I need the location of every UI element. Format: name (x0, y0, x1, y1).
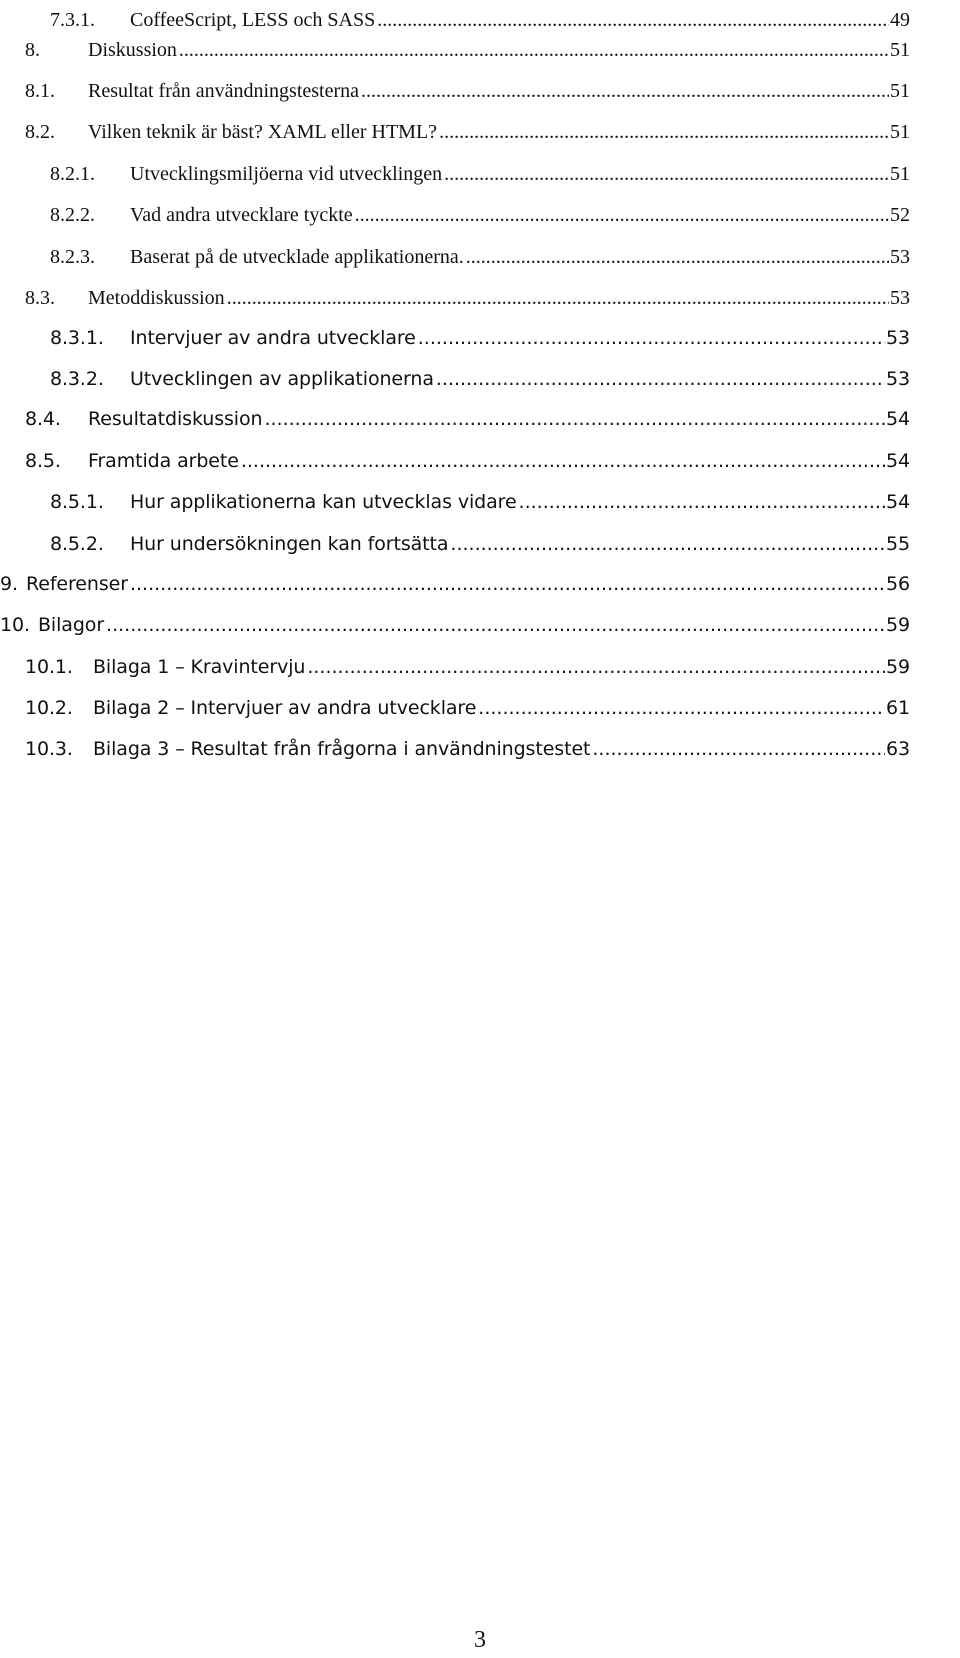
toc-entry-number: 8.1. (25, 80, 55, 102)
toc-entry-number: 10. (0, 614, 30, 636)
toc-entry-title: Metoddiskussion (88, 287, 225, 309)
toc-entry-number: 8.5.2. (50, 533, 104, 555)
toc-entry-title: Resultat från användningstesterna (88, 80, 360, 102)
toc-entry-number: 8.4. (25, 408, 61, 430)
toc-entry-number: 8.5. (25, 450, 61, 472)
dot-leader (444, 156, 889, 192)
toc-entry-page: 51 (890, 80, 910, 102)
toc-entry-page: 55 (886, 533, 910, 555)
toc-entry-title: Resultatdiskussion (88, 408, 263, 430)
toc-entry-title: Hur applikationerna kan utvecklas vidare (130, 491, 517, 513)
toc-entry[interactable] (0, 401, 960, 437)
toc-entry[interactable] (0, 32, 960, 68)
toc-entry-number: 8. (25, 39, 40, 61)
toc-entry-page: 54 (886, 491, 910, 513)
toc-entry[interactable] (0, 484, 960, 520)
toc-entry[interactable] (0, 443, 960, 479)
toc-entry-number: 10.2. (25, 697, 73, 719)
toc-entry[interactable] (0, 197, 960, 233)
toc-entry-number: 10.3. (25, 738, 73, 760)
toc-entry-title: Diskussion (88, 39, 177, 61)
toc-entry-title: Bilaga 1 – Kravintervju (93, 656, 306, 678)
toc-entry-page: 51 (890, 163, 910, 185)
toc-entry-title: Baserat på de utvecklade applikationerna. (130, 246, 464, 268)
toc-entry[interactable] (0, 566, 960, 602)
toc-entry-page: 63 (886, 738, 910, 760)
toc-entry-number: 7.3.1. (50, 9, 95, 31)
toc-entry-title: Framtida arbete (88, 450, 239, 472)
toc-entry-page: 53 (886, 327, 910, 349)
toc-entry-page: 53 (890, 287, 910, 309)
toc-entry[interactable] (0, 526, 960, 562)
toc-entry[interactable] (0, 361, 960, 397)
toc-entry-page: 56 (886, 573, 910, 595)
toc-entry-title: Bilagor (38, 614, 105, 636)
toc-entry-title: Referenser (26, 573, 128, 595)
toc-entry-page: 53 (890, 246, 910, 268)
toc-entry[interactable] (0, 73, 960, 109)
toc-entry-number: 8.3.1. (50, 327, 104, 349)
toc-entry[interactable] (0, 731, 960, 767)
toc-entry-title: Vad andra utvecklare tyckte (130, 204, 353, 226)
dot-leader (466, 239, 889, 275)
page-number: 3 (474, 1627, 486, 1653)
toc-entry[interactable] (0, 607, 960, 643)
dot-leader (355, 197, 889, 233)
toc-entry[interactable] (0, 114, 960, 150)
toc-entry-number: 8.2.2. (50, 204, 95, 226)
toc-entry-number: 9. (0, 573, 18, 595)
dot-leader (592, 731, 885, 767)
toc-entry[interactable] (0, 649, 960, 685)
toc-entry-number: 8.5.1. (50, 491, 104, 513)
dot-leader (361, 73, 889, 109)
dot-leader (519, 484, 885, 520)
toc-entry-page: 51 (890, 121, 910, 143)
toc-entry-title: Utvecklingsmiljöerna vid utvecklingen (130, 163, 443, 185)
toc-entry[interactable] (0, 320, 960, 356)
dot-leader (436, 361, 885, 397)
dot-leader (307, 649, 885, 685)
toc-entry-page: 52 (890, 204, 910, 226)
toc-entry-number: 8.3. (25, 287, 55, 309)
toc-entry-title: Hur undersökningen kan fortsätta (130, 533, 449, 555)
toc-entry-page: 51 (890, 39, 910, 61)
toc-entry-page: 59 (886, 656, 910, 678)
toc-entry-title: Bilaga 3 – Resultat från frågorna i användningstestet (93, 738, 591, 760)
toc-entry-number: 8.2. (25, 121, 55, 143)
toc-entry[interactable] (0, 690, 960, 726)
dot-leader (106, 607, 885, 643)
toc-entry-page: 59 (886, 614, 910, 636)
toc-entry-title: Vilken teknik är bäst? XAML eller HTML? (88, 121, 438, 143)
dot-leader (439, 114, 889, 150)
toc-entry-page: 53 (886, 368, 910, 390)
dot-leader (418, 320, 885, 356)
toc-entry-title: CoffeeScript, LESS och SASS (130, 9, 376, 31)
toc-entry-number: 8.3.2. (50, 368, 104, 390)
toc-entry[interactable] (0, 280, 960, 316)
toc-entry-number: 8.2.3. (50, 246, 95, 268)
dot-leader (264, 401, 885, 437)
toc-entry-number: 8.2.1. (50, 163, 95, 185)
toc-entry-title: Intervjuer av andra utvecklare (130, 327, 416, 349)
toc-entry-title: Utvecklingen av applikationerna (130, 368, 434, 390)
toc-entry-page: 49 (890, 9, 910, 31)
toc-entry-page: 54 (886, 450, 910, 472)
toc-entry[interactable] (0, 239, 960, 275)
toc-entry-page: 54 (886, 408, 910, 430)
dot-leader (241, 443, 885, 479)
dot-leader (227, 280, 889, 316)
toc-entry[interactable] (0, 156, 960, 192)
dot-leader (450, 526, 885, 562)
dot-leader (130, 566, 885, 602)
toc-entry-title: Bilaga 2 – Intervjuer av andra utvecklare (93, 697, 477, 719)
toc-entry-page: 61 (886, 697, 910, 719)
dot-leader (478, 690, 885, 726)
toc-entry-number: 10.1. (25, 656, 73, 678)
dot-leader (179, 32, 889, 68)
